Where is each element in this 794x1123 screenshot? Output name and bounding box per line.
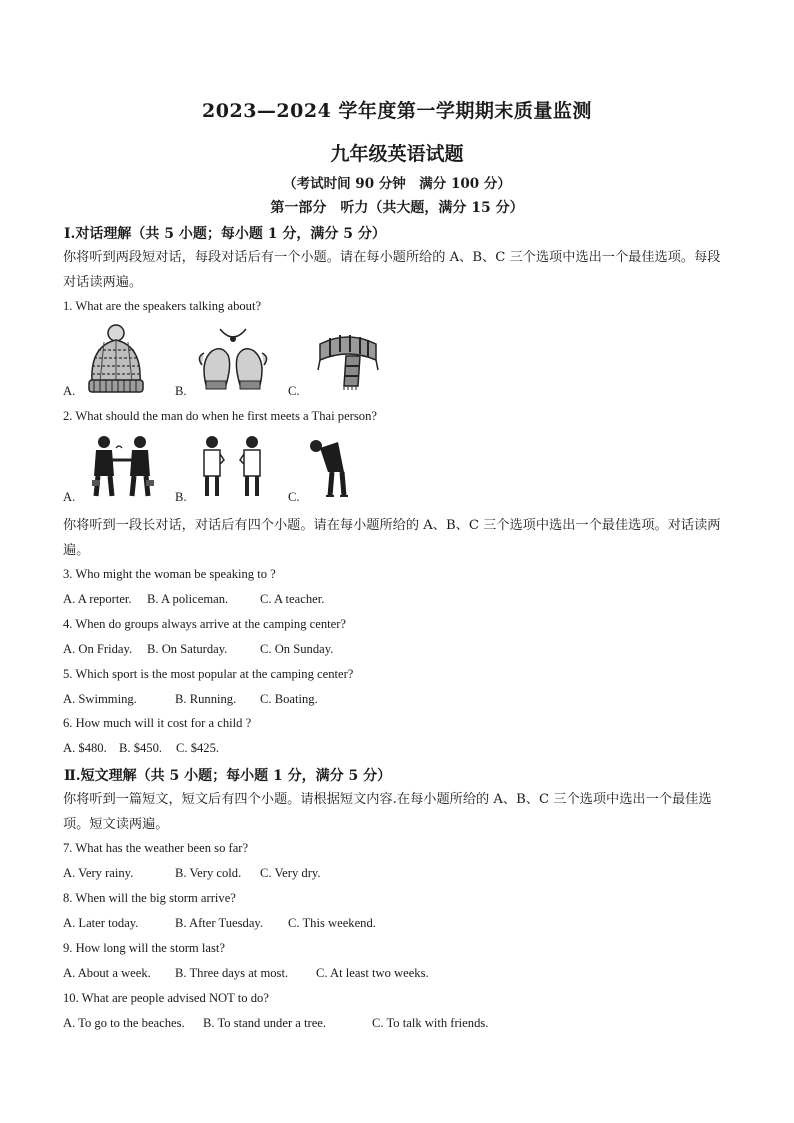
exam-title: 2023—2024 学年度第一学期期末质量监测 bbox=[202, 100, 592, 122]
q5-option-b: B. Running. bbox=[175, 692, 237, 706]
question-6: 6. How much will it cost for a child ? bbox=[63, 716, 252, 730]
q2-option-a-label: A. bbox=[63, 490, 76, 504]
q5-option-a: A. Swimming. bbox=[63, 692, 137, 706]
q3-option-c: C. A teacher. bbox=[260, 592, 325, 606]
section2-heading: Ⅱ.短文理解（共 5 小题；每小题 1 分，满分 5 分） bbox=[64, 768, 392, 784]
scarf-icon bbox=[316, 330, 380, 390]
q6-option-c: C. $425. bbox=[176, 741, 220, 755]
q6-option-b: B. $450. bbox=[119, 741, 163, 755]
q8-option-c: C. This weekend. bbox=[288, 916, 376, 930]
q8-option-a: A. Later today. bbox=[63, 916, 139, 930]
section2-instruction: 你将听到一篇短文，短文后有四个小题。请根据短文内容.在每小题所给的 A、B、C 三个选项中选出一个最佳选项。短文读两遍。 bbox=[63, 792, 712, 832]
bow-icon bbox=[306, 434, 356, 500]
question-4: 4. When do groups always arrive at the camping center? bbox=[63, 617, 347, 631]
q7-option-a: A. Very rainy. bbox=[63, 866, 134, 880]
q7-option-c: C. Very dry. bbox=[260, 866, 321, 880]
knit-hat-icon bbox=[86, 324, 146, 394]
question-9: 9. How long will the storm last? bbox=[63, 941, 225, 955]
part-heading: 第一部分 听力（共大题，满分 15 分） bbox=[270, 200, 524, 216]
exam-subtitle: 九年级英语试题 bbox=[330, 143, 464, 165]
q4-option-a: A. On Friday. bbox=[63, 642, 133, 656]
section1-instruction-2: 你将听到一段长对话，对话后有四个小题。请在每小题所给的 A、B、C 三个选项中选出一个最佳选项。对话读两遍。 bbox=[63, 518, 721, 558]
q7-option-b: B. Very cold. bbox=[175, 866, 242, 880]
q1-option-a-label: A. bbox=[63, 384, 76, 398]
question-5: 5. Which sport is the most popular at the camping center? bbox=[63, 667, 354, 681]
question-7: 7. What has the weather been so far? bbox=[63, 841, 249, 855]
q10-option-a: A. To go to the beaches. bbox=[63, 1016, 185, 1030]
question-1: 1. What are the speakers talking about? bbox=[63, 299, 262, 313]
q4-option-b: B. On Saturday. bbox=[147, 642, 228, 656]
q9-option-c: C. At least two weeks. bbox=[316, 966, 429, 980]
question-8: 8. When will the big storm arrive? bbox=[63, 891, 236, 905]
q3-option-b: B. A policeman. bbox=[147, 592, 229, 606]
wai-greeting-icon bbox=[198, 434, 268, 500]
mittens-icon bbox=[198, 325, 268, 393]
q4-option-c: C. On Sunday. bbox=[260, 642, 334, 656]
question-3: 3. Who might the woman be speaking to ? bbox=[63, 567, 276, 581]
exam-meta: （考试时间 90 分钟 满分 100 分） bbox=[283, 176, 511, 192]
q8-option-b: B. After Tuesday. bbox=[175, 916, 264, 930]
q2-option-c-label: C. bbox=[288, 490, 300, 504]
q6-option-a: A. $480. bbox=[63, 741, 107, 755]
q5-option-c: C. Boating. bbox=[260, 692, 318, 706]
q1-option-b-label: B. bbox=[175, 384, 187, 398]
handshake-icon bbox=[90, 434, 156, 500]
question-10: 10. What are people advised NOT to do? bbox=[63, 991, 269, 1005]
q3-option-a: A. A reporter. bbox=[63, 592, 132, 606]
q1-option-c-label: C. bbox=[288, 384, 300, 398]
q10-option-b: B. To stand under a tree. bbox=[203, 1016, 327, 1030]
section1-instruction: 你将听到两段短对话，每段对话后有一个小题。请在每小题所给的 A、B、C 三个选项中选出一个最佳选项。每段对话读两遍。 bbox=[63, 250, 721, 290]
q9-option-a: A. About a week. bbox=[63, 966, 151, 980]
q2-option-b-label: B. bbox=[175, 490, 187, 504]
q10-option-c: C. To talk with friends. bbox=[372, 1016, 489, 1030]
q9-option-b: B. Three days at most. bbox=[175, 966, 289, 980]
question-2: 2. What should the man do when he first meets a Thai person? bbox=[63, 409, 377, 423]
section1-heading: Ⅰ.对话理解（共 5 小题；每小题 1 分，满分 5 分） bbox=[64, 226, 386, 242]
